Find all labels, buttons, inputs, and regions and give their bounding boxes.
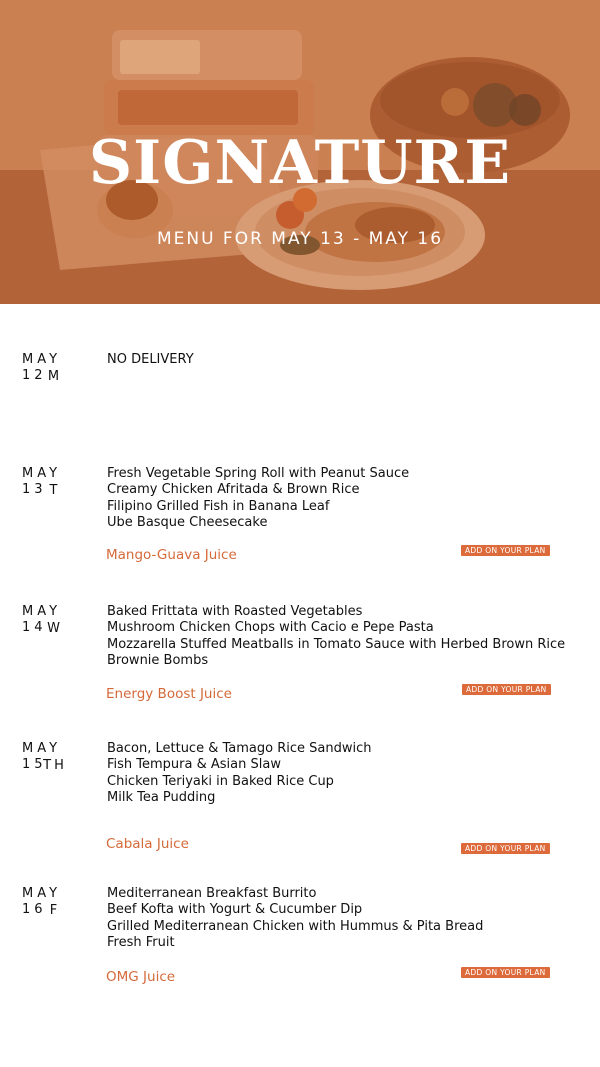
menu-item: Brownie Bombs [107,652,209,668]
day-of-week: TH [43,758,67,773]
menu-item: Baked Frittata with Roasted Vegetables [107,604,363,619]
menu-item: Creamy Chicken Afritada & Brown Rice [107,482,360,498]
day-of-week: W [47,621,63,636]
day-date: MAY 16 [22,886,62,917]
menu-item: Mozzarella Stuffed Meatballs in Tomato Sauce with Herbed Brown Rice [107,636,566,652]
menu-item: Filipino Grilled Fish in Banana Leaf [107,498,330,514]
menu-item: Bacon, Lettuce & Tamago Rice Sandwich [107,741,372,756]
juice-item: Cabala Juice [106,836,189,852]
menu-date-range: MENU FOR MAY 13 - MAY 16 [156,229,444,249]
day-date: MAY 13 [22,466,62,497]
menu-items [107,741,587,806]
menu-item: Grilled Mediterranean Chicken with Hummus & Pita Bread [107,918,484,934]
juice-item: Energy Boost Juice [106,686,232,702]
page-title: SIGNATURE [88,128,512,198]
menu-item: Fresh Fruit [107,934,175,950]
menu-item: NO DELIVERY [107,352,194,367]
add-on-plan-button[interactable]: ADD ON YOUR PLAN [461,545,550,556]
menu-item: Milk Tea Pudding [107,789,216,805]
juice-item: OMG Juice [106,969,176,985]
day-of-week: T [49,483,61,498]
day-of-week: M [47,369,63,384]
add-on-plan-button[interactable]: ADD ON YOUR PLAN [462,684,551,695]
menu-item: Chicken Teriyaki in Baked Rice Cup [107,773,334,789]
menu-items [107,886,587,951]
menu-items [107,352,587,368]
menu-item: Beef Kofta with Yogurt & Cucumber Dip [107,902,363,918]
menu-item: Ube Basque Cheesecake [107,514,268,530]
juice-item: Mango-Guava Juice [106,547,237,563]
menu-item: Mediterranean Breakfast Burrito [107,886,317,901]
hero-banner [0,0,600,304]
day-date: MAY 12 [22,352,62,383]
menu-item: Fresh Vegetable Spring Roll with Peanut Sauce [107,466,410,481]
menu-item: Fish Tempura & Asian Slaw [107,757,281,773]
menu-item: Mushroom Chicken Chops with Cacio e Pepe Pasta [107,620,434,636]
menu-items [107,604,587,669]
add-on-plan-button[interactable]: ADD ON YOUR PLAN [461,967,550,978]
menu-items [107,466,587,531]
add-on-plan-button[interactable]: ADD ON YOUR PLAN [461,843,550,854]
day-date: MAY 14 [22,604,62,635]
day-of-week: F [49,903,61,918]
day-date: MAY 15 [22,741,62,772]
